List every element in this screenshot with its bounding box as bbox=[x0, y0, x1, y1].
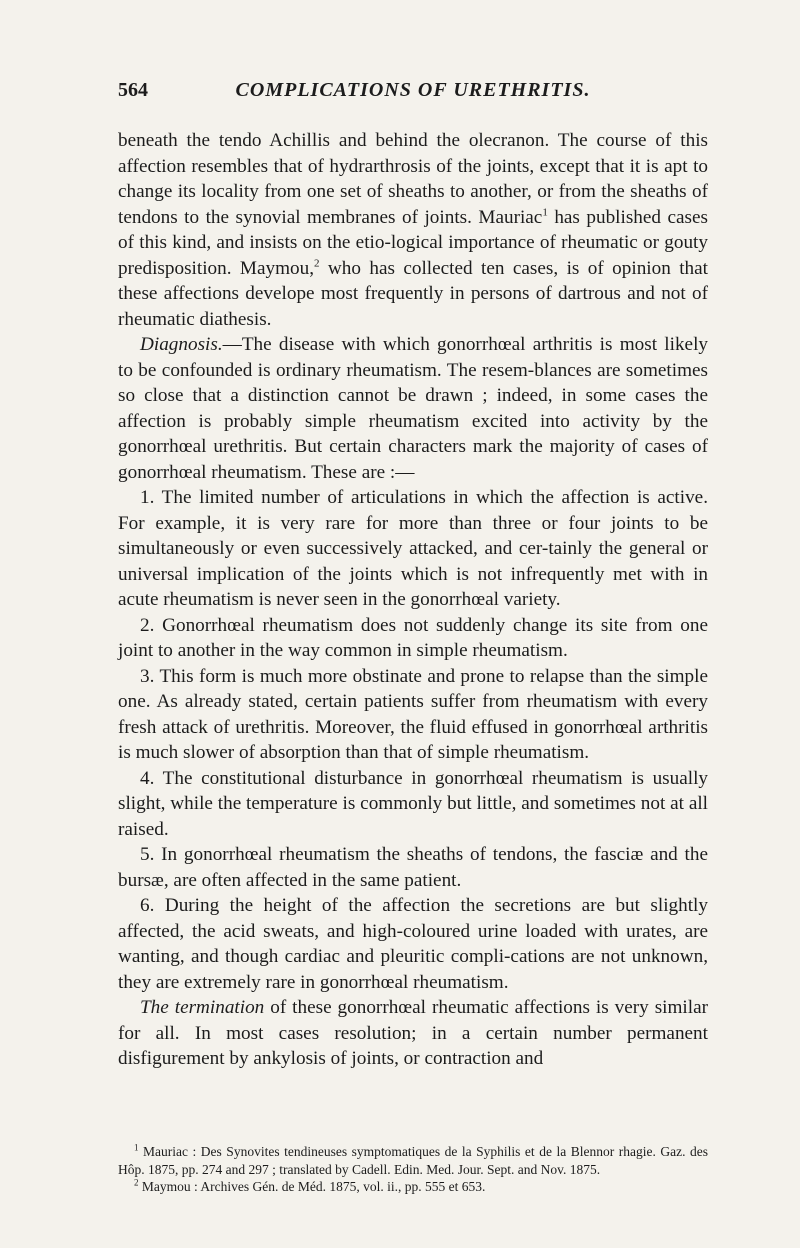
page-header bbox=[118, 79, 708, 111]
list-item-5: 5. In gonorrhœal rheumatism the sheaths of tendons, the fasciæ and the bursæ, are often affected in the same patient. bbox=[118, 844, 708, 891]
list-item-1: 1. The limited number of articulations in which the affection is active. For example, it is very rare for more than three or four joints to be simultaneously or even successively attacked, and cer-tainly the general or universal implication of the joints which is not infrequently met with in acute rheumatism is never seen in the gonorrhœal variety. bbox=[118, 487, 708, 610]
section-label-diagnosis: Diagnosis. bbox=[140, 334, 223, 355]
paragraph-termination: The termination of these gonorrhœal rheumatic affections is very similar for all. In most cases resolution; in a certain number permanent disfigurement by ankylosis of joints, or contraction and bbox=[118, 997, 708, 1069]
footnote-1: $^1$ Mauriac : Des Synovites tendineuses symptomatiques de la Syphilis et de la Blennor rhagie. Gaz. des Hôp. 1875, pp. 274 and 297 ; translated by Cadell. Edin. Med. Jour. Sept. and Nov. 1875. bbox=[118, 1142, 708, 1177]
footnote-2: $^2$ Maymou : Archives Gén. de Méd. 1875, vol. ii., pp. 555 et 653. bbox=[134, 1177, 486, 1194]
paragraph-continuation: beneath the tendo Achillis and behind the olecranon. The course of this affection resembles that of hydrarthrosis of the joints, except that it is apt to change its locality from one set of sheaths to another, or from the sheaths of tendons to the synovial membranes of joints. Mauriac$^1$ has published cases of this kind, and insists on the etio-logical importance of rheumatic or gouty predisposition. Maymou,$^2$ who has collected ten cases, is of opinion that these affections develope most frequently in persons of dartrous and not of rheumatic diathesis. bbox=[118, 130, 708, 330]
paragraph-diagnosis: Diagnosis.—The disease with which gonorrhœal arthritis is most likely to be confounded is ordinary rheumatism. The resem-blances are sometimes so close that a distinction cannot be drawn ; indeed, in some cases the affection is probably simple rheumatism excited into activity by the gonorrhœal urethritis. But certain characters mark the majority of cases of gonorrhœal rheumatism. These are :— bbox=[118, 334, 708, 483]
footnote-ref-2: 2 bbox=[314, 257, 320, 270]
footnotes bbox=[118, 1143, 708, 1196]
list-item-4: 4. The constitutional disturbance in gonorrhœal rheumatism is usually slight, while the temperature is commonly but little, and sometimes not at all raised. bbox=[118, 767, 708, 840]
page-number: 564 bbox=[118, 79, 148, 101]
running-title: COMPLICATIONS OF URETHRITIS. bbox=[235, 79, 591, 101]
section-label-termination: The termination bbox=[140, 997, 265, 1018]
list-item-2: 2. Gonorrhœal rheumatism does not suddenly change its site from one joint to another in the way common in simple rheumatism. bbox=[118, 614, 708, 661]
list-item-6: 6. During the height of the affection the secretions are but slightly affected, the acid sweats, and high-coloured urine loaded with urates, are wanting, and though cardiac and pleuritic compli-cations are not unknown, they are extremely rare in gonorrhœal rheumatism. bbox=[118, 895, 708, 993]
list-item-3: 3. This form is much more obstinate and prone to relapse than the simple one. As already stated, certain patients suffer from rheumatism with every fresh attack of urethritis. Moreover, the fluid effused in gonorrhœal arthritis is much slower of absorption than that of simple rheumatism. bbox=[118, 665, 708, 763]
footnote-ref-1: 1 bbox=[542, 206, 548, 219]
body-text bbox=[118, 128, 708, 1072]
